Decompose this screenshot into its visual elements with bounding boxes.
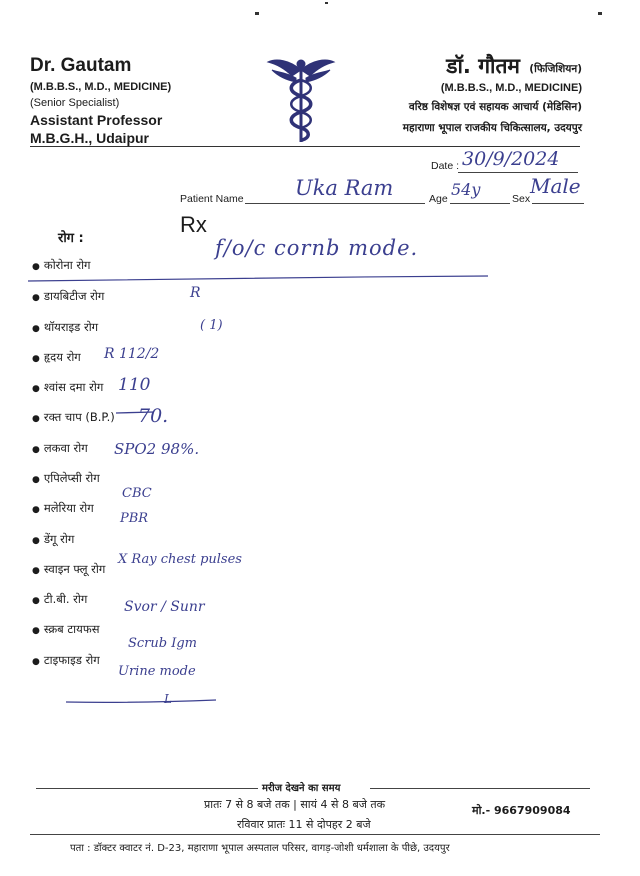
- sex-value: Male: [530, 174, 581, 198]
- investigation-cbc: CBC: [122, 486, 152, 501]
- doctor-degree-en: (M.B.B.S., M.D., MEDICINE): [30, 81, 172, 93]
- disease-item: ● मलेरिया रोग: [32, 501, 94, 515]
- footer-rule-left: [36, 788, 258, 789]
- handwritten-underline: [28, 268, 488, 276]
- under-mark: L: [164, 692, 172, 706]
- doctor-title-hi: वरिष्ठ विशेषज्ञ एवं सहायक आचार्य (मेडिसिन): [408, 101, 582, 113]
- disease-item: ● डेंगू रोग: [32, 532, 75, 546]
- spo2-note: SPO2 98%.: [114, 440, 200, 458]
- handwritten-underline: [66, 689, 216, 695]
- complaint-note: f/o/c cornb mode.: [215, 236, 419, 260]
- disease-item: ● स्वाइन फ्लू रोग: [32, 562, 106, 576]
- disease-item: ● थॉयराइड रोग: [32, 320, 99, 334]
- hospital-name-en: M.B.G.H., Udaipur: [30, 130, 149, 146]
- disease-item: ● डायबिटीज रोग: [32, 289, 105, 303]
- doctor-rank-en: (Senior Specialist): [30, 97, 120, 109]
- investigation-serology: Svor / Sunr: [124, 599, 205, 615]
- disease-item: ● कोरोना रोग: [32, 258, 91, 272]
- disease-item: ● लकवा रोग: [32, 441, 88, 455]
- doctor-title-en: Assistant Professor: [30, 112, 163, 128]
- mobile-number: मो.- 9667909084: [472, 804, 571, 817]
- footer-rule-right: [370, 788, 590, 789]
- header-divider: [30, 146, 580, 147]
- rx-symbol: Rx: [180, 212, 207, 237]
- diseases-heading: रोग :: [58, 231, 84, 246]
- paren-mark: ( 1): [200, 318, 223, 333]
- disease-item: ● टाइफाइड रोग: [32, 653, 100, 667]
- patient-name-underline: [245, 203, 425, 204]
- pulse-note: R 112/2: [104, 346, 160, 362]
- age-underline: [450, 203, 510, 204]
- scan-speck: [325, 2, 328, 4]
- investigation-pbr: PBR: [120, 511, 149, 526]
- date-label: Date :: [431, 160, 460, 172]
- disease-item: ● श्वांस दमा रोग: [32, 380, 104, 394]
- disease-item: ● टी.बी. रोग: [32, 592, 88, 606]
- investigation-urine: Urine mode: [118, 664, 196, 679]
- disease-item: ● रक्त चाप (B.P.): [32, 410, 115, 424]
- bp-fraction-line: [116, 400, 154, 404]
- scan-speck: [255, 12, 259, 15]
- investigation-scrub: Scrub Igm: [128, 636, 198, 651]
- bp-systolic: 110: [118, 375, 151, 395]
- patient-name-value: Uka Ram: [295, 176, 394, 200]
- hospital-name-hi: महाराणा भूपाल राजकीय चिकित्सालय, उदयपुर: [402, 122, 582, 134]
- timing-heading: मरीज देखने का समय: [262, 783, 341, 794]
- r-mark: R: [190, 285, 201, 301]
- sex-label: Sex: [512, 193, 531, 205]
- doctor-role-hi: (फिजिशियन): [529, 63, 582, 75]
- scan-speck: [598, 12, 602, 15]
- age-value: 54y: [451, 180, 481, 199]
- investigation-xray: X Ray chest pulses: [118, 552, 242, 567]
- age-label: Age: [429, 193, 448, 205]
- address-rule: [30, 834, 600, 835]
- doctor-name-hi: डॉ. गौतम: [446, 54, 520, 78]
- patient-name-label: Patient Name: [180, 193, 244, 205]
- bp-diastolic: 70.: [138, 405, 169, 427]
- doctor-degree-hi: (M.B.B.S., M.D., MEDICINE): [440, 82, 582, 94]
- disease-item: ● हृदय रोग: [32, 350, 81, 364]
- disease-item: ● एपिलेप्सी रोग: [32, 471, 100, 485]
- caduceus-logo: [266, 50, 336, 150]
- address-line: पता : डॉक्टर क्वाटर नं. D-23, महाराणा भूपाल अस्पताल परिसर, वागड़-जोशी धर्मशाला के पीछे, उदयपुर: [70, 843, 450, 854]
- timing-weekday: प्रातः 7 से 8 बजे तक | सायं 4 से 8 बजे तक: [204, 798, 386, 811]
- date-underline: [458, 172, 578, 173]
- doctor-name-en: Dr. Gautam: [30, 55, 132, 76]
- timing-sunday: रविवार प्रातः 11 से दोपहर 2 बजे: [237, 818, 371, 831]
- sex-underline: [532, 203, 584, 204]
- disease-item: ● स्क्रब टायफस: [32, 622, 100, 636]
- date-value: 30/9/2024: [462, 148, 560, 170]
